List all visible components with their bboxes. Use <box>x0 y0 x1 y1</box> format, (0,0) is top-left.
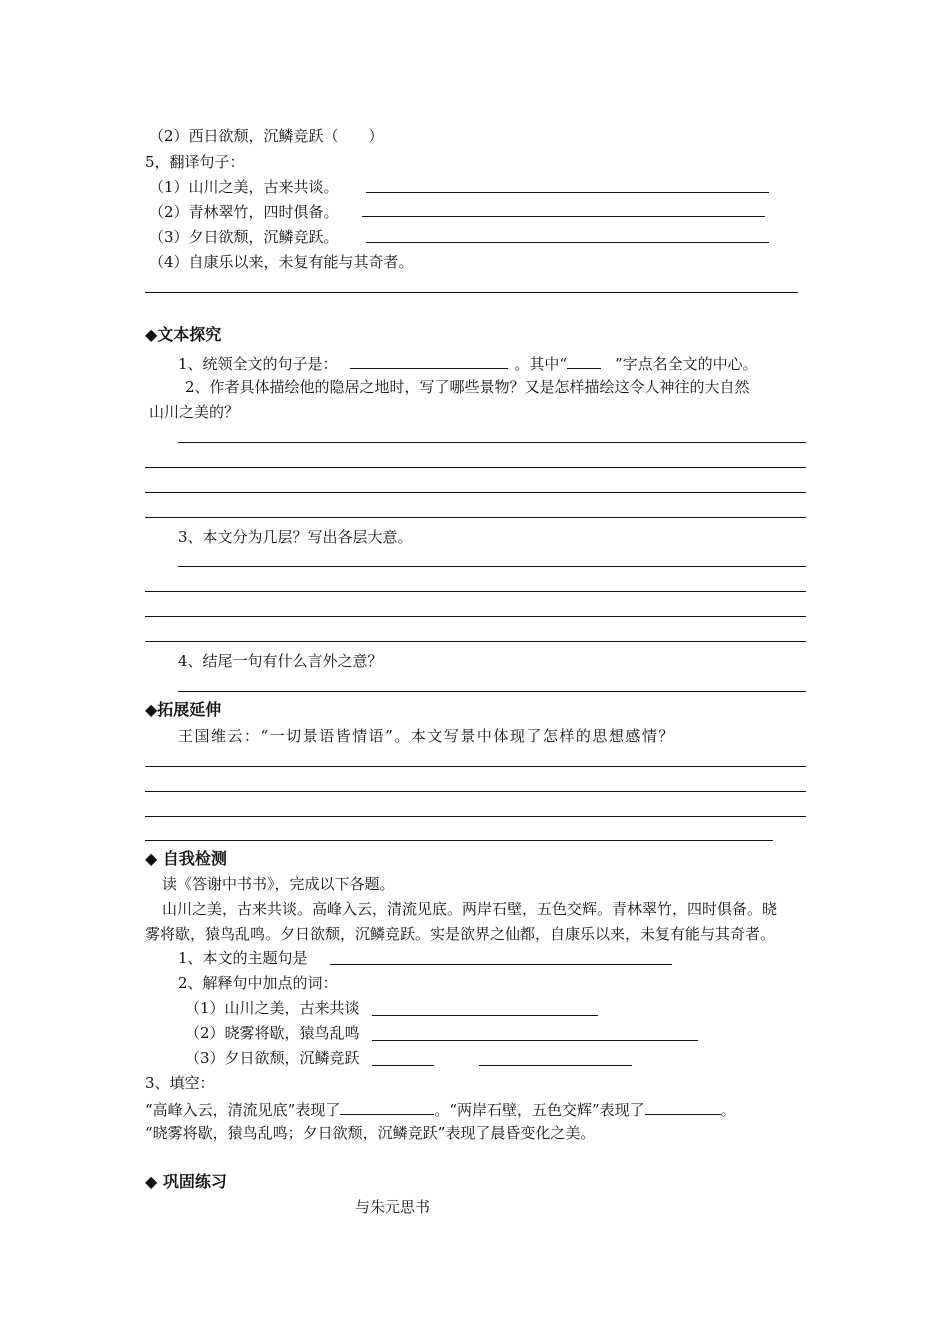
answer-line[interactable] <box>145 591 806 592</box>
answer-line[interactable] <box>366 192 769 193</box>
q1-word-blank[interactable] <box>567 352 601 369</box>
answer-line[interactable] <box>145 791 806 792</box>
explore-q1-part3: ”字点名全文的中心。 <box>615 355 758 373</box>
selftest-sub-3: （3）夕日欲颓，沉鳞竞跃 <box>185 1049 360 1067</box>
explore-q1 <box>178 352 758 374</box>
passage-line-2: 雾将歇，猿鸟乱鸣。夕日欲颓，沉鳞竞跃。实是欲界之仙都，自康乐以来，未复有能与其奇者。 <box>145 925 776 943</box>
answer-line[interactable] <box>372 1065 434 1066</box>
fill-blank-1[interactable] <box>340 1098 434 1115</box>
section-title-explore: ◆文本探究 <box>145 325 222 344</box>
translate-item-4: （4）自康乐以来，未复有能与其奇者。 <box>149 253 414 271</box>
translate-item-1: （1）山川之美，古来共谈。 <box>149 178 339 196</box>
extend-question: 王国维云：“一切景语皆情语”。本文写景中体现了怎样的思想感情？ <box>178 727 675 745</box>
answer-line[interactable] <box>178 691 806 692</box>
explore-q3: 3、本文分为几层？写出各层大意。 <box>178 528 413 546</box>
selftest-q1: 1、本文的主题句是 <box>178 949 308 967</box>
answer-line[interactable] <box>372 1015 598 1016</box>
q1-sentence-blank[interactable] <box>350 352 508 369</box>
explore-q1-part2: 。其中“ <box>514 355 567 373</box>
answer-line[interactable] <box>145 616 806 617</box>
answer-line[interactable] <box>178 442 806 443</box>
selftest-q2: 2、解释句中加点的词： <box>178 974 338 992</box>
answer-line[interactable] <box>145 840 773 841</box>
fill-blank-2[interactable] <box>645 1098 721 1115</box>
fill1-part-a: “高峰入云，清流见底”表现了 <box>145 1101 341 1119</box>
q5-title: 5，翻译句子： <box>145 153 245 171</box>
answer-line[interactable] <box>145 292 798 293</box>
passage-line-1: 山川之美，古来共谈。高峰入云，清流见底。两岸石壁，五色交辉。青林翠竹，四时俱备。晓 <box>162 900 778 918</box>
answer-line[interactable] <box>145 517 806 518</box>
fill1-part-c: 。 <box>720 1101 736 1119</box>
translate-item-2: （2）青林翠竹，四时俱备。 <box>149 203 339 221</box>
fill1-part-b: 。“两岸石壁，五色交辉”表现了 <box>434 1101 645 1119</box>
answer-line[interactable] <box>145 816 806 817</box>
section-title-practice: ◆ 巩固练习 <box>145 1172 227 1191</box>
fill-line-1 <box>145 1098 736 1120</box>
explore-q1-part1: 1、统领全文的句子是： <box>178 355 338 373</box>
explore-q2-line2: 山川之美的？ <box>149 403 240 421</box>
section-title-extend: ◆拓展延伸 <box>145 700 222 719</box>
answer-line[interactable] <box>362 216 765 217</box>
fill-line-2: “晓雾将歇，猿鸟乱鸣；夕日欲颓，沉鳞竞跃”表现了晨昏变化之美。 <box>145 1124 596 1142</box>
explore-q2-line1: 2、作者具体描绘他的隐居之地时，写了哪些景物？又是怎样描绘这令人神往的大自然 <box>185 378 750 396</box>
selftest-intro: 读《答谢中书书》，完成以下各题。 <box>162 875 395 893</box>
answer-line[interactable] <box>479 1065 632 1066</box>
answer-line[interactable] <box>366 242 769 243</box>
practice-subtitle: 与朱元思书 <box>355 1198 431 1216</box>
translate-item-3: （3）夕日欲颓，沉鳞竞跃。 <box>149 228 339 246</box>
answer-line[interactable] <box>145 641 806 642</box>
answer-line[interactable] <box>372 1040 698 1041</box>
answer-line[interactable] <box>145 766 806 767</box>
explore-q4: 4、结尾一句有什么言外之意？ <box>178 652 383 670</box>
answer-line[interactable] <box>145 467 806 468</box>
selftest-sub-1: （1）山川之美，古来共谈 <box>185 999 360 1017</box>
prev-item-2: （2）西日欲颓，沉鳞竞跃（ ） <box>149 127 384 145</box>
selftest-sub-2: （2）晓雾将歇，猿鸟乱鸣 <box>185 1024 360 1042</box>
section-title-selftest: ◆ 自我检测 <box>145 849 227 868</box>
answer-line[interactable] <box>178 566 806 567</box>
answer-line[interactable] <box>145 492 806 493</box>
answer-line[interactable] <box>330 964 672 965</box>
selftest-q3-title: 3、填空： <box>145 1074 215 1092</box>
